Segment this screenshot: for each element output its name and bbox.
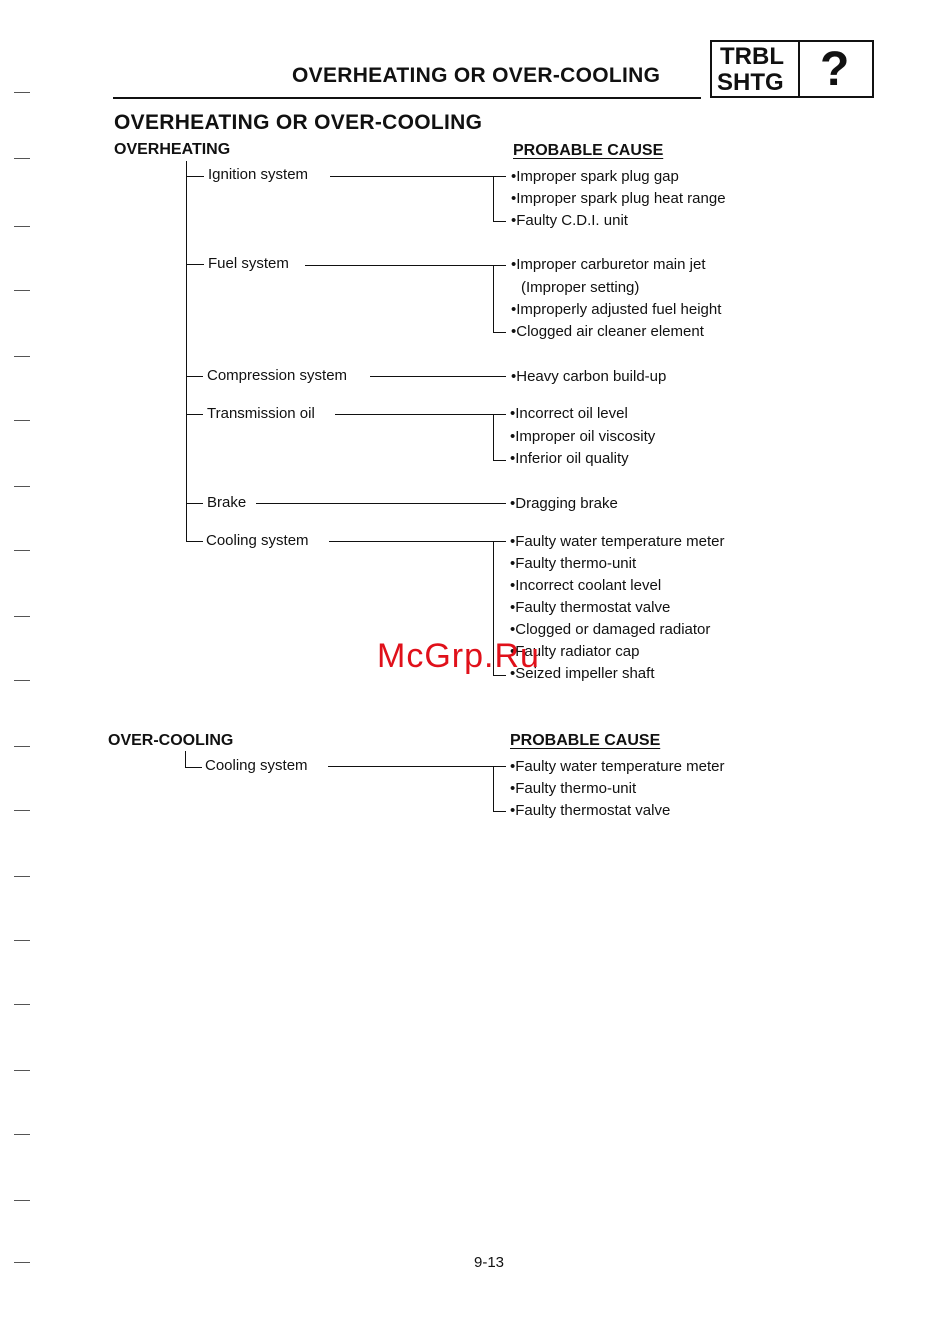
binder-mark	[14, 940, 30, 941]
connector-line	[335, 414, 506, 415]
probable-cause-heading: PROBABLE CAUSE	[513, 142, 664, 159]
cause-text: •Incorrect coolant level	[510, 577, 662, 594]
binder-mark	[14, 616, 30, 617]
binder-mark	[14, 356, 30, 357]
item-compression-system: Compression system	[207, 367, 348, 384]
branch-line	[187, 414, 203, 415]
connector-line	[305, 265, 506, 266]
binder-mark	[14, 876, 30, 877]
cause-text: •Dragging brake	[510, 495, 618, 512]
cause-text: •Improper carburetor main jet	[511, 256, 706, 273]
question-mark-icon: ?	[820, 43, 850, 96]
badge-line2: SHTG	[717, 69, 784, 96]
binder-mark	[14, 226, 30, 227]
item-cooling-system: Cooling system	[205, 757, 308, 774]
branch-line	[187, 264, 204, 265]
binder-mark	[14, 290, 30, 291]
binder-mark	[14, 158, 30, 159]
cause-text: •Faulty water temperature meter	[510, 533, 725, 550]
cause-text: •Faulty C.D.I. unit	[511, 212, 628, 229]
cause-text: •Faulty thermo-unit	[510, 780, 637, 797]
item-ignition-system: Ignition system	[208, 166, 309, 183]
branch-line	[187, 503, 203, 504]
binder-mark	[14, 680, 30, 681]
header-rule	[113, 97, 701, 99]
binder-mark	[14, 810, 30, 811]
cause-bracket	[493, 766, 494, 811]
binder-mark	[14, 1070, 30, 1071]
branch-line	[187, 541, 203, 542]
cause-bracket-foot	[493, 221, 506, 222]
connector-line	[329, 541, 506, 542]
connector-line	[256, 503, 506, 504]
binder-mark	[14, 1262, 30, 1263]
cause-text: •Faulty thermostat valve	[510, 599, 671, 616]
cause-text: •Faulty thermo-unit	[510, 555, 637, 572]
connector-line	[330, 176, 506, 177]
branch-line	[187, 176, 204, 177]
cause-text: •Faulty water temperature meter	[510, 758, 725, 775]
cause-text: •Faulty thermostat valve	[510, 802, 671, 819]
cause-text: •Improper oil viscosity	[510, 428, 656, 445]
probable-cause-heading: PROBABLE CAUSE	[510, 732, 661, 749]
branch-line	[185, 767, 202, 768]
cause-text: •Seized impeller shaft	[510, 665, 655, 682]
binder-mark	[14, 486, 30, 487]
cause-text: •Improper spark plug gap	[511, 168, 679, 185]
connector-line	[328, 766, 506, 767]
trbl-shtg-badge	[710, 40, 874, 98]
page-number: 9-13	[474, 1254, 505, 1271]
binder-mark	[14, 420, 30, 421]
cause-bracket-foot	[493, 811, 506, 812]
binder-mark	[14, 92, 30, 93]
item-fuel-system: Fuel system	[208, 255, 289, 272]
header-title: OVERHEATING OR OVER-COOLING	[292, 64, 661, 87]
cause-bracket	[493, 265, 494, 332]
cause-bracket	[493, 414, 494, 460]
cause-text: •Inferior oil quality	[510, 450, 629, 467]
badge-line1: TRBL	[720, 43, 784, 70]
tree-trunk	[186, 161, 187, 542]
cause-bracket-foot	[493, 332, 506, 333]
cause-text: •Heavy carbon build-up	[511, 368, 667, 385]
watermark: McGrp.Ru	[377, 637, 540, 675]
binder-mark	[14, 1004, 30, 1005]
item-brake: Brake	[207, 494, 247, 511]
page-title: OVERHEATING OR OVER-COOLING	[114, 111, 483, 134]
cause-bracket	[493, 176, 494, 221]
binder-mark	[14, 1200, 30, 1201]
overheating-heading: OVERHEATING	[114, 141, 231, 158]
cause-text: •Improper spark plug heat range	[511, 190, 726, 207]
binder-mark	[14, 1134, 30, 1135]
cause-text: (Improper setting)	[521, 279, 640, 296]
item-transmission-oil: Transmission oil	[207, 405, 315, 422]
binder-mark	[14, 550, 30, 551]
connector-line	[370, 376, 506, 377]
cause-bracket-foot	[493, 460, 506, 461]
cause-text: •Clogged air cleaner element	[511, 323, 704, 340]
tree-trunk	[185, 751, 186, 767]
overcooling-heading: OVER-COOLING	[108, 732, 234, 749]
binder-mark	[14, 746, 30, 747]
badge-divider	[798, 42, 800, 96]
cause-text: •Faulty radiator cap	[510, 643, 640, 660]
item-cooling-system: Cooling system	[206, 532, 309, 549]
branch-line	[187, 376, 203, 377]
cause-text: •Incorrect oil level	[510, 405, 628, 422]
cause-text: •Improperly adjusted fuel height	[511, 301, 722, 318]
cause-text: •Clogged or damaged radiator	[510, 621, 711, 638]
